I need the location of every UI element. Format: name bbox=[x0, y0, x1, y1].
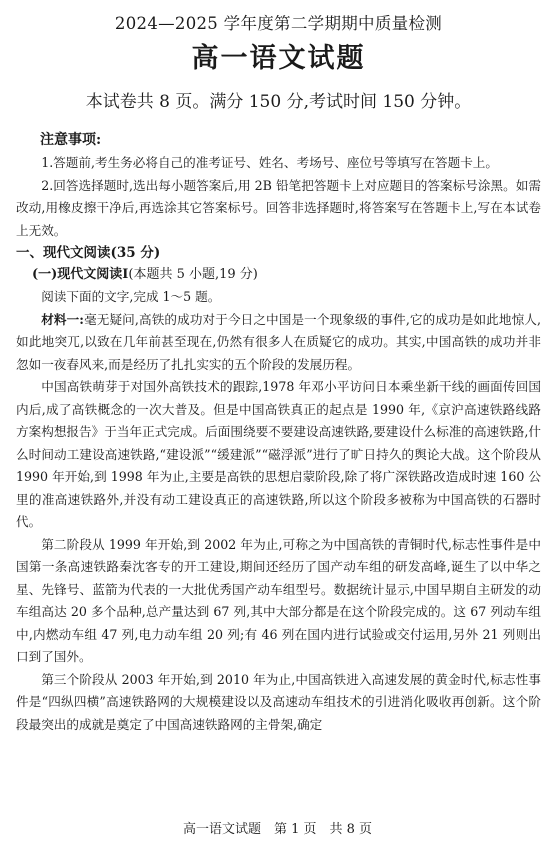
page-footer: 高一语文试题 第 1 页 共 8 页 bbox=[182, 822, 373, 837]
section-heading: 一、现代文阅读(35 分) bbox=[16, 245, 161, 261]
reading-instruction: 阅读下面的文字,完成 1～5 题。 bbox=[41, 289, 221, 304]
subsection-heading bbox=[16, 264, 541, 286]
exam-info: 本试卷共 8 页。满分 150 分,考试时间 150 分钟。 bbox=[85, 92, 472, 112]
subsection-note: (本题共 5 小题,19 分) bbox=[128, 267, 258, 282]
passage-paragraph-1 bbox=[16, 309, 541, 377]
notice-label: 注意事项: bbox=[40, 132, 102, 148]
material-label: 材料一: bbox=[41, 311, 84, 327]
exam-title: 高一语文试题 bbox=[191, 43, 366, 74]
passage-paragraph-4: 第三个阶段从 2003 年开始,到 2010 年为止,中国高铁进入高速发展的黄金时代,标志性事件是“四纵四横”高速铁路网的大规模建设以及高速动车组技术的引进消化吸收再创新。这个阶段最突出的成就是奠定了中国高速铁路网的主骨架,确定 bbox=[16, 671, 541, 732]
notice-item-1: 1.答题前,考生务必将自己的准考证号、姓名、考场号、座位号等填写在答题卡上。 bbox=[41, 155, 498, 170]
passage-paragraph-2: 中国高铁萌芽于对国外高铁技术的跟踪,1978 年邓小平访问日本乘坐新干线的画面传回国内后,成了高铁概念的一次大普及。但是中国高铁真正的起点是 1990 年,《京沪高速铁路线路方案构想报告》于当年正式完成。后面围绕要不要建设高速铁路,要建设什么标准的高速铁路,什么时间动工建设高速铁路,“建设派”“缓建派”“磁浮派”进行了旷日持久的舆论大战。这个阶段从 1990 年开始,到 1998 年为止,主要是高铁的思想启蒙阶段,除了将广深铁路改造成时速 160 公里的准高速铁路外,并没有动工建设真正的高速铁路,所以这个阶段多被称为中国高铁的石器时代。 bbox=[16, 379, 541, 529]
passage-paragraph-3: 第二阶段从 1999 年开始,到 2002 年为止,可称之为中国高铁的青铜时代,标志性事件是中国第一条高速铁路秦沈客专的开工建设,期间还经历了国产动车组的研发高峰,诞生了以中华之星、先锋号、蓝箭为代表的一大批优秀国产动车组型号。数据统计显示,中国早期自主研发的动车组高达 20 多个品种,总产量达到 67 列,其中大部分都是在这个阶段完成的。这 67 列动车组中,内燃动车组 47 列,电力动车组 20 列;有 46 列在国内进行试验或交付运用,另外 21 列则出口到了国外。 bbox=[16, 536, 541, 664]
exam-header: 2024—2025 学年度第二学期期中质量检测 bbox=[114, 14, 443, 33]
subsection-title: (一)现代文阅读Ⅰ bbox=[32, 267, 129, 282]
paragraph-text: 毫无疑问,高铁的成功对于今日之中国是一个现象级的事件,它的成功是如此地惊人,如此地突兀,以致在几年前甚至现在,仍然有很多人在质疑它的成功。其实,中国高铁的成功并非忽如一夜春风来,而是经历了扎扎实实的五个阶段的发展历程。 bbox=[16, 311, 541, 372]
notice-item-2: 2.回答选择题时,选出每小题答案后,用 2B 铅笔把答题卡上对应题目的答案标号涂黑。如需改动,用橡皮擦干净后,再选涂其它答案标号。回答非选择题时,将答案写在答题卡上,写在本试卷上无效。 bbox=[16, 177, 541, 238]
